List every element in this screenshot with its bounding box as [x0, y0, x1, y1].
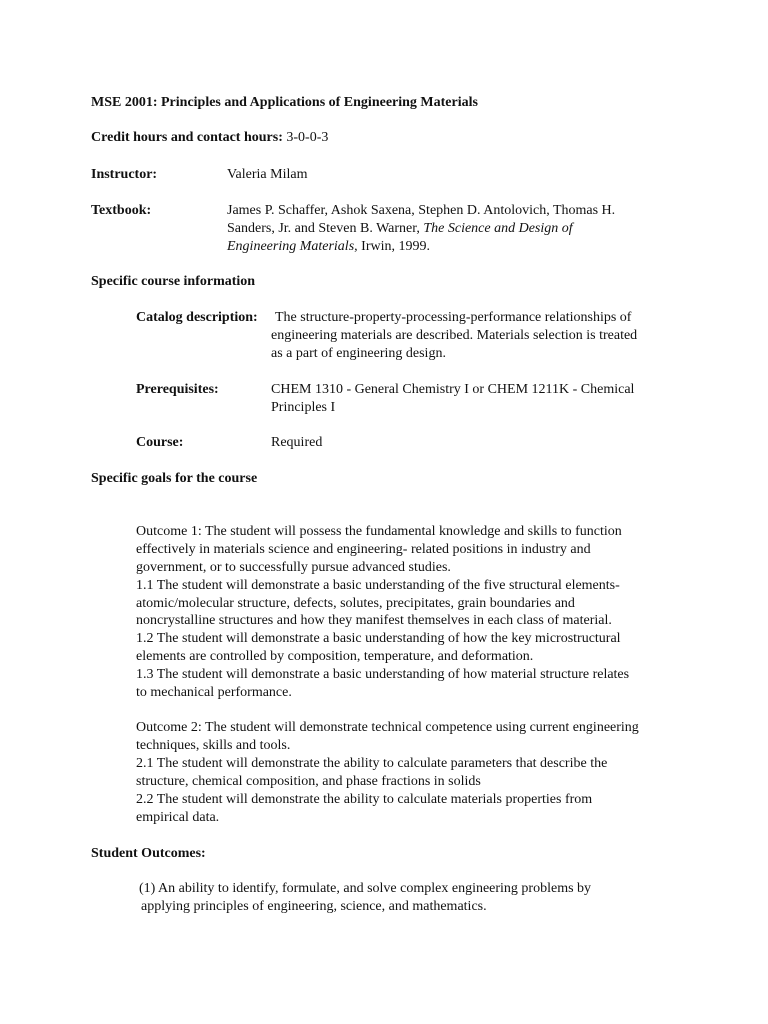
catalog-line-3: as a part of engineering design. — [271, 346, 446, 361]
outcome1-line: noncrystalline structures and how they manifest themselves in each class of material. — [136, 613, 612, 628]
outcome1-line: 1.2 The student will demonstrate a basic understanding of how the key microstructural — [136, 631, 621, 646]
outcome2-line: empirical data. — [136, 810, 220, 825]
student-outcome-item-1-line-1: (1) An ability to identify, formulate, and solve complex engineering problems by — [139, 881, 592, 896]
textbook-authors-end: Sanders, Jr. and Steven B. Warner, — [227, 221, 420, 236]
textbook-label: Textbook: — [91, 203, 152, 218]
credit-hours-row — [91, 129, 328, 147]
catalog-line-1: The structure-property-processing-performance relationships of — [275, 310, 632, 325]
prerequisites-label: Prerequisites: — [136, 382, 219, 397]
course-type-label: Course: — [136, 435, 184, 450]
outcome2-line: 2.1 The student will demonstrate the ability to calculate parameters that describe the — [136, 756, 608, 771]
outcome1-line: elements are controlled by composition, temperature, and deformation. — [136, 649, 534, 664]
outcome2-line: techniques, skills and tools. — [136, 738, 291, 753]
outcome1-line: 1.1 The student will demonstrate a basic understanding of the five structural elements- — [136, 578, 620, 593]
outcome2-line: 2.2 The student will demonstrate the ability to calculate materials properties from — [136, 792, 593, 807]
credit-hours-label: Credit hours and contact hours: — [91, 130, 283, 145]
student-outcomes-heading: Student Outcomes: — [91, 846, 206, 861]
course-title: MSE 2001: Principles and Applications of Engineering Materials — [91, 95, 478, 110]
instructor-label: Instructor: — [91, 167, 158, 182]
student-outcome-item-1-line-2: applying principles of engineering, science, and mathematics. — [141, 899, 487, 914]
catalog-label: Catalog description: — [136, 310, 258, 325]
textbook-title-part-1: The Science and Design of — [423, 221, 573, 236]
course-type-value: Required — [271, 435, 323, 450]
textbook-title-part-2: Engineering Materials — [227, 239, 355, 254]
outcome2-line: Outcome 2: The student will demonstrate technical competence using current engineering — [136, 720, 639, 735]
outcome1-line: Outcome 1: The student will possess the fundamental knowledge and skills to function — [136, 524, 622, 539]
outcome1-line: 1.3 The student will demonstrate a basic understanding of how material structure relates — [136, 667, 630, 682]
instructor-value: Valeria Milam — [227, 167, 308, 182]
goals-heading: Specific goals for the course — [91, 471, 258, 486]
outcome2-line: structure, chemical composition, and phase fractions in solids — [136, 774, 481, 789]
prerequisites-line-1: CHEM 1310 - General Chemistry I or CHEM 1211K - Chemical — [271, 382, 635, 397]
outcome1-line: to mechanical performance. — [136, 685, 292, 700]
outcome1-line: effectively in materials science and engineering- related positions in industry and — [136, 542, 591, 557]
outcome1-line: government, or to successfully pursue advanced studies. — [136, 560, 451, 575]
credit-hours-value: 3-0-0-3 — [286, 130, 329, 145]
specific-info-heading: Specific course information — [91, 274, 256, 289]
prerequisites-line-2: Principles I — [271, 400, 336, 415]
catalog-line-2: engineering materials are described. Materials selection is treated — [271, 328, 638, 343]
textbook-line-3 — [227, 238, 430, 256]
outcome1-line: atomic/molecular structure, defects, solutes, precipitates, grain boundaries and — [136, 596, 575, 611]
textbook-publisher: , Irwin, 1999. — [354, 239, 430, 254]
textbook-line-1: James P. Schaffer, Ashok Saxena, Stephen D. Antolovich, Thomas H. — [227, 203, 616, 218]
textbook-line-2 — [227, 220, 573, 238]
